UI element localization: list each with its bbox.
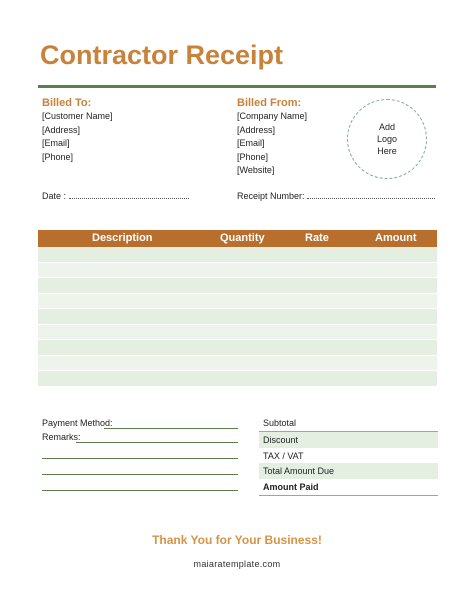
remarks-input-line[interactable] <box>42 458 238 459</box>
billed-from-section <box>237 97 307 178</box>
thank-you-message: Thank You for Your Business! <box>152 533 322 547</box>
receipt-number-field[interactable] <box>237 191 435 201</box>
receipt-number-label: Receipt Number: <box>237 191 305 201</box>
billed-from-label: Billed From: <box>237 97 302 109</box>
table-row[interactable] <box>38 340 437 356</box>
remarks-input-line[interactable] <box>76 442 238 443</box>
column-header-description: Description <box>92 232 153 244</box>
subtotal-label: Subtotal <box>263 418 297 428</box>
remarks-input-line[interactable] <box>42 490 238 491</box>
billed-to-section <box>42 97 113 164</box>
date-field[interactable] <box>42 191 189 201</box>
discount-row[interactable] <box>259 432 438 448</box>
discount-label: Discount <box>263 435 299 445</box>
table-row[interactable] <box>38 263 437 279</box>
summary-divider <box>259 495 438 496</box>
amount-paid-label: Amount Paid <box>263 482 319 492</box>
remarks-field[interactable] <box>42 432 81 442</box>
table-row[interactable] <box>38 294 437 310</box>
billed-from-line: [Company Name] <box>237 111 308 121</box>
page-title: Contractor Receipt <box>40 40 284 70</box>
billed-from-line: [Address] <box>237 124 276 135</box>
billed-to-line: [Customer Name] <box>42 111 113 121</box>
tax-label: TAX / VAT <box>263 451 304 461</box>
receipt-number-input-line[interactable] <box>307 191 435 199</box>
billed-to-line: [Address] <box>42 124 81 135</box>
subtotal-row[interactable] <box>259 415 438 431</box>
payment-method-field[interactable] <box>42 418 113 428</box>
billed-to-line: [Phone] <box>42 151 74 162</box>
tax-row[interactable] <box>259 448 438 464</box>
column-header-quantity: Quantity <box>220 232 265 244</box>
total-due-row[interactable] <box>259 463 438 479</box>
items-table-header <box>38 230 437 247</box>
table-row[interactable] <box>38 325 437 341</box>
remarks-label: Remarks: <box>42 432 81 442</box>
billed-to-label: Billed To: <box>42 97 92 109</box>
column-header-amount: Amount <box>375 232 417 244</box>
table-row[interactable] <box>38 278 437 294</box>
payment-method-label: Payment Method: <box>42 418 113 428</box>
payment-method-input-line[interactable] <box>104 428 238 429</box>
logo-text: Logo <box>376 134 398 144</box>
logo-text: Add <box>378 122 395 132</box>
column-header-rate: Rate <box>305 232 329 244</box>
remarks-input-line[interactable] <box>42 474 238 475</box>
table-row[interactable] <box>38 356 437 372</box>
table-row[interactable] <box>38 309 437 325</box>
date-input-line[interactable] <box>69 191 189 199</box>
title-divider <box>38 85 436 88</box>
date-label: Date : <box>42 191 67 201</box>
amount-paid-row[interactable] <box>259 479 438 495</box>
billed-from-line: [Email] <box>237 138 265 148</box>
website-footer: maiaratemplate.com <box>193 559 281 569</box>
items-table-body <box>38 247 437 387</box>
table-row[interactable] <box>38 247 437 263</box>
table-row[interactable] <box>38 371 437 387</box>
total-due-label: Total Amount Due <box>263 466 335 476</box>
logo-text: Here <box>377 146 397 156</box>
billed-to-line: [Email] <box>42 138 70 148</box>
logo-placeholder[interactable] <box>347 99 427 179</box>
billed-from-line: [Website] <box>237 165 275 175</box>
billed-from-line: [Phone] <box>237 151 269 162</box>
